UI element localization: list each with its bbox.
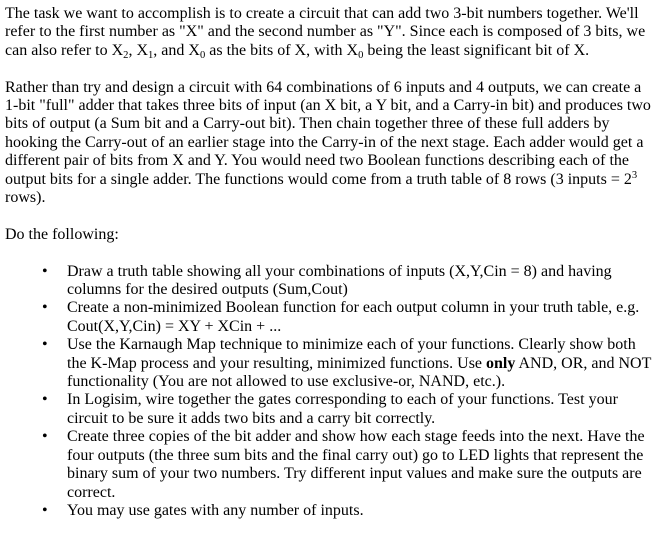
intro-text-4: as the bits of X, with X [205,41,359,59]
bullet-icon: • [42,501,48,519]
adder-text-1: Rather than try and design a circuit with 64 combinations of 6 inputs and 4 outputs, we can create a 1-bit "full" adder that takes three bits of input (an X bit, a Y bit, and a Carry-in bit) and produces two bits of output (a Sum bit and a Carry-out bit). Then chain together three of these full adders by hooking the Carry-out of an earlier stage into the Carry-in of the next stage. Each adder would get a different pair of bits from X and Y. You would need two Boolean functions describing each of the output bits for a single adder. The functions would come from a truth table of 8 rows (3 inputs = 2 [5,78,651,188]
do-the-following-heading: Do the following: [5,225,119,243]
intro-text-2: , X [128,41,149,59]
task-item-truth-table [5,263,658,300]
intro-text-1: The task we want to accomplish is to create a circuit that can add two 3-bit numbers together. We'll refer to the first number as "X" and the second number as "Y". Since each is composed of 3 bits, we can also refer to X [5,5,646,59]
intro-paragraph [5,5,658,60]
task-text-karnaugh-1: Use the Karnaugh Map technique to minimize each of your functions. Clearly show both the K-Map process and your resulting, minimized functions. Use [67,336,636,372]
bullet-icon: • [42,299,48,317]
bullet-icon: • [42,391,48,409]
task-text-karnaugh-2: AND, OR, and NOT functionality (You are not allowed to use exclusive-or, NAND, etc.). [67,354,652,391]
x-subscript-0: 0 [199,49,206,61]
task-text-truth-table: Draw a truth table showing all your combinations of inputs (X,Y,Cin = 8) and having columns for the desired outputs (Sum,Cout) [67,262,612,299]
task-item-gate-inputs [5,502,658,520]
task-text-gate-inputs: You may use gates with any number of inputs. [67,501,364,519]
task-list [5,263,658,521]
task-item-three-copies [5,428,658,502]
task-text-boolean-function: Create a non-minimized Boolean function for each output column in your truth table, e.g. Cout(X,Y,Cin) = XY + XCin + ... [67,299,640,335]
intro-text-3: , and X [153,41,200,59]
intro-text-5: being the least significant bit of X. [363,41,590,59]
bullet-icon: • [42,262,48,280]
x-subscript-1: 1 [148,49,154,61]
exponent-3: 3 [631,169,638,181]
assignment-document [5,5,658,520]
adder-text-2: rows). [5,189,46,207]
task-text-only-emphasis: only [486,354,516,372]
task-item-karnaugh-map [5,336,658,391]
x-subscript-2: 2 [123,49,129,61]
task-item-boolean-function [5,299,658,336]
task-item-logisim-wiring [5,391,658,428]
adder-paragraph [5,79,658,208]
bullet-icon: • [42,336,48,354]
task-text-three-copies: Create three copies of the bit adder and show how each stage feeds into the next. Have the four outputs (the three sum bits and the final carry out) go to LED lights that represent the binary sum of your two numbers. Try different input values and make sure the outputs are correct. [67,428,645,501]
task-text-logisim-wiring: In Logisim, wire together the gates corresponding to each of your functions. Test your circuit to be sure it adds two bits and a carry bit correctly. [67,391,618,427]
bullet-icon: • [42,428,48,446]
x-subscript-0-second: 0 [358,49,364,61]
